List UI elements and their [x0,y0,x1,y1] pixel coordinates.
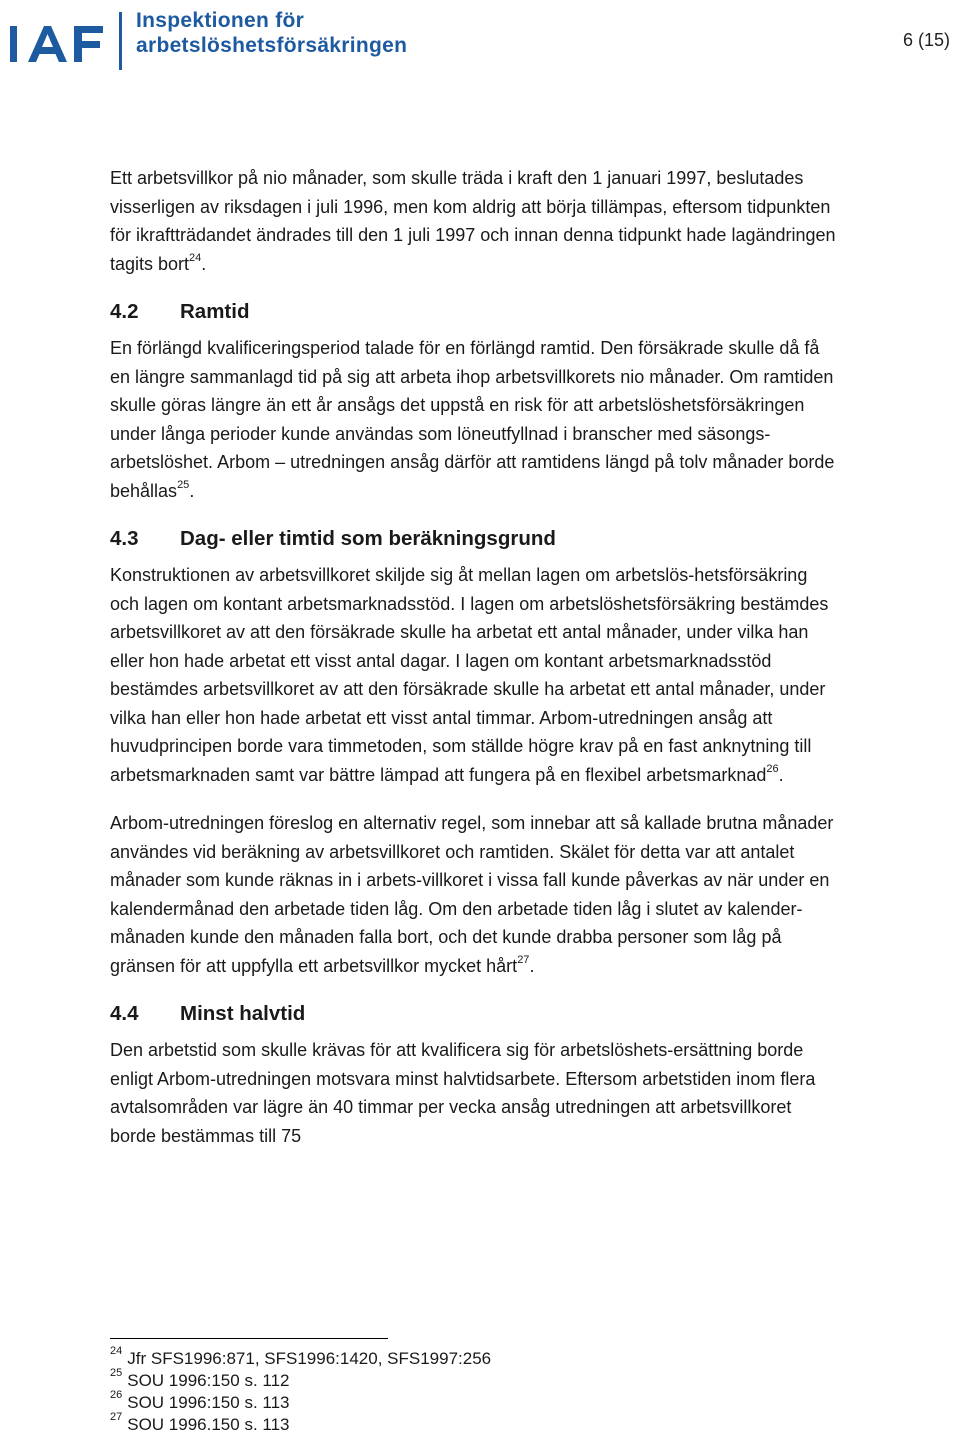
section-heading-4-4: 4.4 Minst halvtid [110,1002,306,1025]
footnote-ref: 24 [189,251,202,264]
section-4-2-paragraph: En förlängd kvalificeringsperiod talade för en förlängd ramtid. Den försäkrade skulle då få en längre sammanlagd tid på sig att arbeta ihop arbetsvillkorets nio månader. Om ramtiden skulle göras längre än ett år ansågs det uppstå en risk för att arbetslöshetsförsäkringen under långa perioder kunde användas som löneutfyllnad i branscher med säsongs-arbetslöshet. Arbom – utredningen ansåg därför att ramtidens längd på tolv månader borde behållas$^{25}$. [110,338,835,501]
page-header [0,0,960,80]
document-body [110,164,840,1150]
section-heading-4-3: 4.3 Dag- eller timtid som beräkningsgrund [110,527,556,550]
footnote-ref: 27 [517,953,530,966]
page-number: 6 (15) [902,30,950,50]
footnote-ref: 26 [766,762,779,775]
footnote-ref: 25 [177,478,190,491]
section-heading-4-2: 4.2 Ramtid [110,300,250,323]
footnote: $^{25}$ SOU 1996:150 s. 112 [110,1367,290,1390]
footnotes [110,1345,492,1436]
org-name-line2: arbetslöshetsförsäkringen [136,34,408,57]
footnote: $^{24}$ Jfr SFS1996:871, SFS1996:1420, SFS1997:256 [110,1345,492,1368]
section-4-4-paragraph: Den arbetstid som skulle krävas för att kvalificera sig för arbetslöshets-ersättning borde enligt Arbom-utredningen motsvara minst halvtidsarbete. Eftersom arbetstiden inom flera avtalsområden var lägre än 40 timmar per vecka ansåg utredningen att arbetsvillkoret borde bestämmas till 75 [110,1040,816,1146]
org-name-line1: Inspektionen för [136,9,305,32]
iaf-logo [8,12,126,70]
intro-paragraph: Ett arbetsvillkor på nio månader, som skulle träda i kraft den 1 januari 1997, beslutades visserligen av riksdagen i juli 1996, men kom aldrig att börja tillämpas, eftersom tidpunkten för ikraftträdandet ändrades till den 1 juli 1997 och innan denna tidpunkt hade lagändringen tagits bort$^{24}$. [110,168,836,274]
section-4-3-paragraph-2: Arbom-utredningen föreslog en alternativ regel, som innebar att så kallade brutna månader användes vid beräkning av arbetsvillkoret och ramtiden. Skälet för detta var att antalet månader som kunde räknas in i arbets-villkoret i vissa fall kunde påverkas av när under en kalendermånad den arbetade tiden låg. Om den arbetade tiden låg i slutet av kalender-månaden kunde den månaden falla bort, och det kunde drabba personer som låg på gränsen för att uppfylla ett arbetsvillkor mycket hårt$^{27}$. [110,813,834,976]
footnote-divider [110,1338,388,1339]
org-name [136,8,407,58]
footnote: $^{27}$ SOU 1996.150 s. 113 [110,1411,290,1434]
footnote: $^{26}$ SOU 1996:150 s. 113 [110,1389,290,1412]
section-4-3-paragraph-1: Konstruktionen av arbetsvillkoret skiljde sig åt mellan lagen om arbetslös-hetsförsäkring och lagen om kontant arbetsmarknadsstöd. I lagen om arbetslöshetsförsäkring bestämdes arbetsvillkoret av att den försäkrade skulle ha arbetat ett antal månader, under vilka han eller hon hade arbetat ett visst antal dagar. I lagen om kontant arbetsmarknadsstöd bestämdes arbetsvillkoret av att den försäkrade skulle ha arbetat ett antal månader, under vilka han eller hon hade arbetat ett visst antal timmar. Arbom-utredningen ansåg att huvudprincipen borde vara timmetoden, som ställde högre krav på en fast anknytning till arbetsmarknaden samt var bättre lämpad att fungera på en flexibel arbetsmarknad$^{26}$. [110,565,829,785]
